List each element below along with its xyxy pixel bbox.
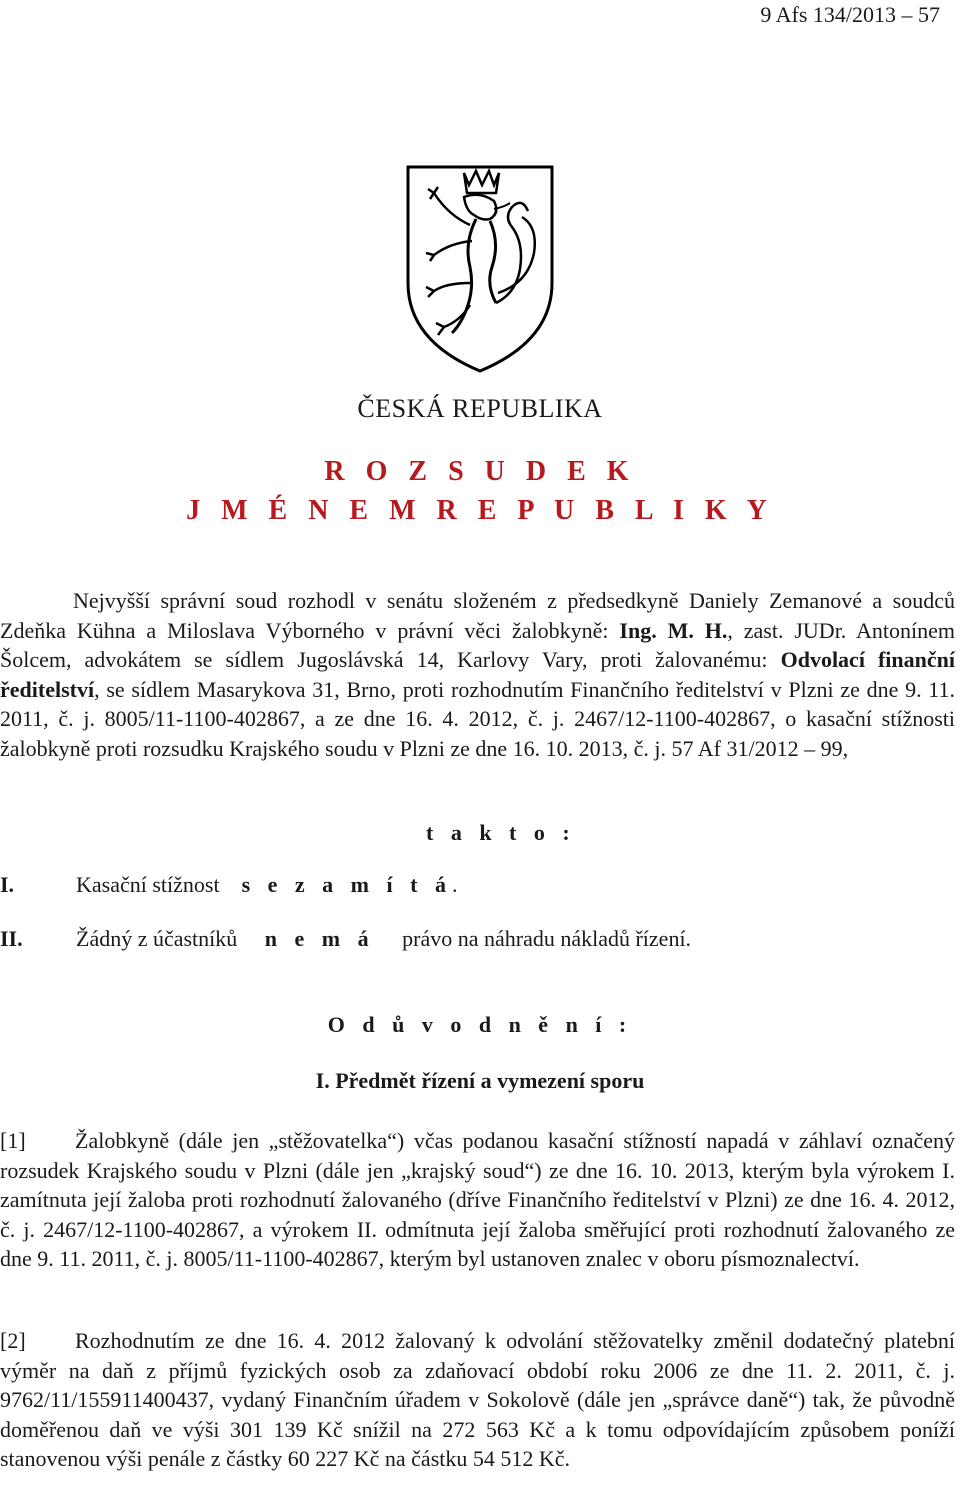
verdict-keyword: s e z a m í t á — [241, 872, 452, 897]
paragraph-number: [1] — [0, 1128, 26, 1153]
paragraph-number: [2] — [0, 1328, 26, 1353]
plaintiff-name: Ing. M. H. — [619, 617, 728, 643]
verdict-number: I. — [0, 872, 15, 897]
verdict-text: Kasační stížnost — [76, 872, 220, 897]
paragraph-2 — [0, 1326, 955, 1474]
section-heading: I. Předmět řízení a vymezení sporu — [315, 1068, 645, 1093]
takto-label: t a k t o : — [426, 820, 576, 845]
paragraph-text: Žalobkyně (dále jen „stěžovatelka“) včas podanou kasační stížností napadá v záhlaví označený rozsudek Krajského soudu v Plzni (dále jen „krajský soud“) ze dne 16. 10. 2013, kterým byla výrokem I. zamítnuta její žaloba proti rozhodnutí žalovaného (dříve Finančního ředitelství v Plzni) ze dne 16. 4. 2012, č. j. 2467/12-1100-402867, a výrokem II. odmítnuta její žaloba směřující proti rozhodnutí žalovaného ze dne 9. 11. 2011, č. j. 8005/11-1100-402867, kterým byl ustanoven znalec v oboru písmoznalectví. — [0, 1128, 955, 1271]
judgment-subtitle: J M É N E M R E P U B L I K Y — [186, 495, 774, 526]
case-reference: 9 Afs 134/2013 – 57 — [760, 2, 940, 27]
verdict-text-container — [76, 926, 691, 952]
paragraph-text: Rozhodnutím ze dne 16. 4. 2012 žalovaný k odvolání stěžovatelky změnil dodatečný platební výměr na daň z příjmů fyzických osob za zdaňovací období roku 2006 ze dne 11. 2. 2011, č. j. 9762/11/155911400437, vydaný Finančním úřadem v Sokolově (dále jen „správce daně“) tak, že původně doměřenou daň ve výši 301 139 Kč snížil na 272 563 Kč a k tomu odpovídajícím způsobem poníží stanovenou výši penále z částky 60 227 Kč na částku 54 512 Kč. — [0, 1328, 955, 1471]
paragraph-1 — [0, 1126, 955, 1274]
verdict-tail: právo na náhradu nákladů řízení. — [402, 926, 692, 951]
verdict-text-container — [76, 872, 457, 898]
intro-paragraph — [0, 586, 955, 763]
verdict-text: Žádný z účastníků — [76, 926, 238, 951]
intro-text-3: , se sídlem Masarykova 31, Brno, proti rozhodnutím Finančního ředitelství v Plzni ze dne 9. 11. 2011, č. j. 8005/11-1100-402867, a ze dne 16. 4. 2012, č. j. 2467/12-1100-402867, o kasační stížnosti žalobkyně proti rozsudku Krajského soudu v Plzni ze dne 16. 10. 2013, č. j. 57 Af 31/2012 – 99, — [0, 676, 955, 761]
coat-of-arms-icon — [404, 163, 556, 375]
intro-text-2: , zast. JUDr. Antonínem Šolcem, advokátem se sídlem Jugoslávská 14, Karlovy Vary, proti žalovanému: — [0, 617, 955, 672]
verdict-keyword: n e m á — [264, 926, 375, 951]
reasoning-heading: O d ů v o d n ě n í : — [327, 1012, 633, 1037]
verdict-tail: . — [451, 872, 458, 897]
judgment-title: R O Z S U D E K — [324, 456, 636, 487]
intro-text-1: Nejvyšší správní soud rozhodl v senátu složeném z předsedkyně Daniely Zemanové a soudců Zdeňka Kühna a Miloslava Výborného v právní věci žalobkyně: — [0, 588, 955, 643]
verdict-number: II. — [0, 926, 23, 951]
country-name: ČESKÁ REPUBLIKA — [357, 394, 603, 423]
defendant-name: Odvolací finanční ředitelství — [0, 647, 956, 702]
